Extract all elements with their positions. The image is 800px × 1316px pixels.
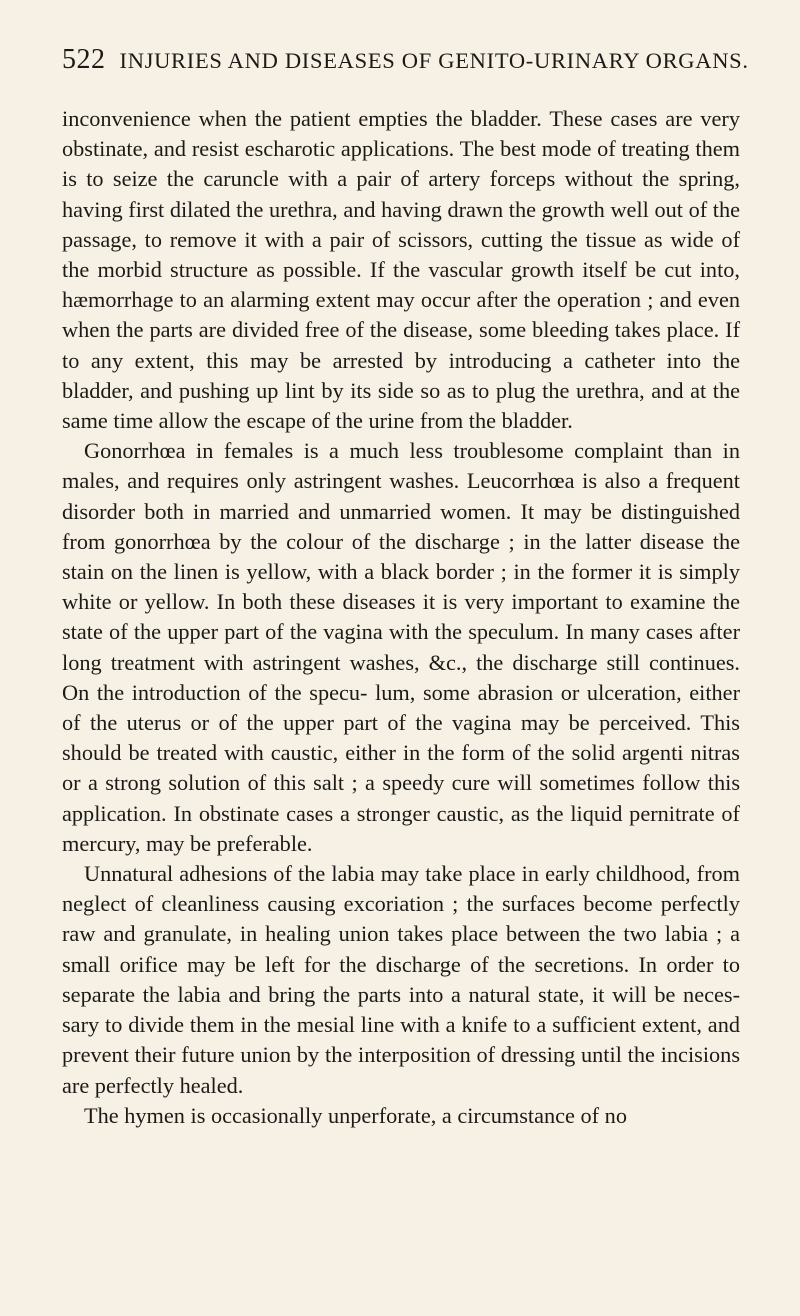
paragraph-hymen: The hymen is occasionally unperforate, a circumstance of no [84,1102,627,1128]
paragraph-caruncle-treatment: inconvenience when the patient empties the bladder. These cases are very obstinate, and resist escharotic applications. The best mode of treating them is to seize the caruncle with a pair of artery forceps without the spring, having first dilated the urethra, and having drawn the growth well out of the passage, to remove it with a pair of scissors, cutting the tissue as wide of the morbid structure as possible. If the vascular growth itself be cut into, hæmorrhage to an alarming extent may occur after the operation ; and even when the parts are divided free of the disease, some bleeding takes place. If to any extent, this may be arrested by introducing a catheter into the bladder, and pushing up lint by its side so as to plug the urethra, and at the same time allow the escape of the urine from the bladder. [62,106,740,434]
running-head [62,44,749,82]
paragraph-gonorrhoea: Gonorrhœa in females is a much less troublesome complaint than in males, and requires only astringent washes. Leucorrhœa is also a frequent disorder both in married and unmarried women. It may be distinguished from gonorrhœa by the colour of the discharge ; in the latter disease the stain on the linen is yellow, with a black border ; in the former it is simply white or yellow. In both these diseases it is very important to examine the state of the upper part of the vagina with the speculum. In many cases after long treatment with astringent washes, &c., the discharge still continues. On the introduction of the specu- lum, some abrasion or ulceration, either of the uterus or of the upper part of the vagina may be perceived. This should be treated with caustic, either in the form of the solid argenti nitras or a strong solution of this salt ; a speedy cure will sometimes follow this application. In obstinate cases a stronger caustic, as the liquid pernitrate of mercury, may be preferable. [62,438,740,856]
body-text [62,104,740,1131]
running-head-title: INJURIES AND DISEASES OF GENITO-URINARY ORGANS. [119,48,749,73]
page-number: 522 [62,44,106,75]
paragraph-labial-adhesions: Unnatural adhesions of the labia may take place in early childhood, from neglect of cleanliness causing excoriation ; the surfaces become perfectly raw and granulate, in healing union takes place between the two labia ; a small orifice may be left for the discharge of the secretions. In order to separate the labia and bring the parts into a natural state, it will be neces- sary to divide them in the mesial line with a knife to a sufficient extent, and prevent their future union by the interposition of dressing until the incisions are perfectly healed. [62,861,740,1098]
